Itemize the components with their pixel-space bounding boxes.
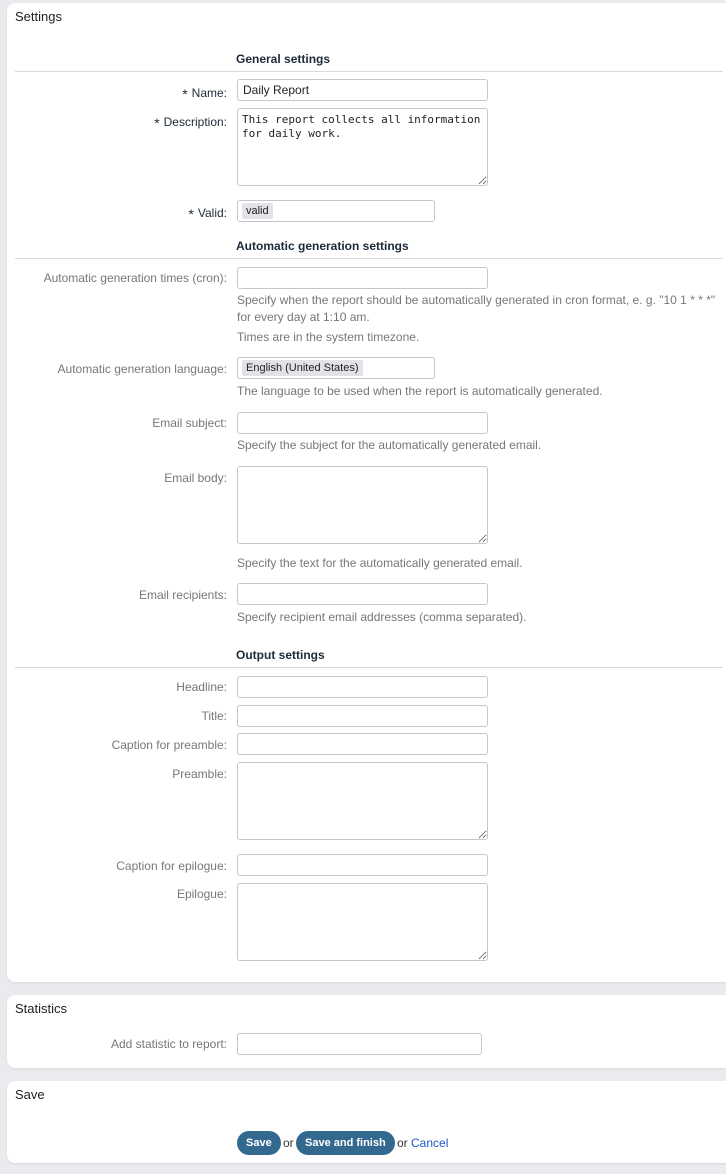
add-statistic-label: Add statistic to report: (110, 1037, 227, 1051)
required-marker: * (182, 86, 188, 102)
language-hint: The language to be used when the report is automatically generated. (237, 384, 603, 398)
general-settings-header (15, 52, 723, 72)
caption-epilogue-label: Caption for epilogue: (116, 859, 227, 873)
title-label: Title: (201, 709, 227, 723)
name-input[interactable] (237, 79, 488, 101)
cron-hint: Specify when the report should be automatically generated in cron format, e. g. "10 1 * * *" for every day at 1:10 am. (237, 293, 716, 324)
cancel-link[interactable]: Cancel (411, 1136, 449, 1150)
settings-panel-title: Settings (15, 9, 62, 24)
email-body-label: Email body: (164, 471, 227, 485)
valid-selected-value: valid (242, 203, 273, 219)
caption-preamble-label: Caption for preamble: (111, 738, 227, 752)
add-statistic-select[interactable] (237, 1033, 482, 1055)
name-label: * Name: (182, 86, 227, 102)
cron-input[interactable] (237, 267, 488, 289)
caption-epilogue-input[interactable] (237, 854, 488, 876)
auto-settings-header (15, 239, 723, 259)
output-settings-title: Output settings (236, 648, 325, 662)
auto-settings-title: Automatic generation settings (236, 239, 409, 253)
or-separator: or (397, 1136, 408, 1150)
language-label: Automatic generation language: (57, 362, 227, 376)
headline-input[interactable] (237, 676, 488, 698)
email-recipients-label: Email recipients: (138, 588, 227, 602)
statistics-panel (7, 995, 726, 1068)
preamble-textarea[interactable] (237, 762, 488, 840)
required-marker: * (188, 206, 194, 222)
email-subject-hint: Specify the subject for the automatically generated email. (237, 438, 542, 452)
email-recipients-hint: Specify recipient email addresses (comma separated). (237, 610, 527, 624)
save-panel-title: Save (15, 1087, 45, 1102)
email-body-textarea[interactable] (237, 466, 488, 544)
caption-preamble-input[interactable] (237, 733, 488, 755)
or-separator: or (283, 1136, 294, 1150)
save-panel (7, 1081, 726, 1163)
output-settings-header (15, 648, 723, 668)
email-recipients-input[interactable] (237, 583, 488, 605)
language-selected-value: English (United States) (242, 360, 363, 376)
language-select[interactable] (237, 357, 435, 379)
description-label: * Description: (154, 115, 227, 131)
epilogue-textarea[interactable] (237, 883, 488, 961)
valid-select[interactable] (237, 200, 435, 222)
description-textarea[interactable] (237, 108, 488, 186)
headline-label: Headline: (176, 680, 227, 694)
email-body-hint: Specify the text for the automatically generated email. (237, 556, 523, 570)
cron-label: Automatic generation times (cron): (43, 271, 227, 285)
statistics-panel-title: Statistics (15, 1001, 68, 1016)
save-button[interactable]: Save (237, 1131, 281, 1155)
preamble-label: Preamble: (172, 767, 227, 781)
general-settings-title: General settings (236, 52, 331, 66)
required-marker: * (154, 115, 160, 131)
cron-timezone-hint: Times are in the system timezone. (237, 330, 420, 344)
email-subject-input[interactable] (237, 412, 488, 434)
epilogue-label: Epilogue: (176, 887, 227, 901)
email-subject-label: Email subject: (152, 416, 227, 430)
title-input[interactable] (237, 705, 488, 727)
save-and-finish-button[interactable]: Save and finish (296, 1131, 395, 1155)
valid-label: * Valid: (188, 206, 227, 222)
settings-panel (7, 3, 726, 982)
